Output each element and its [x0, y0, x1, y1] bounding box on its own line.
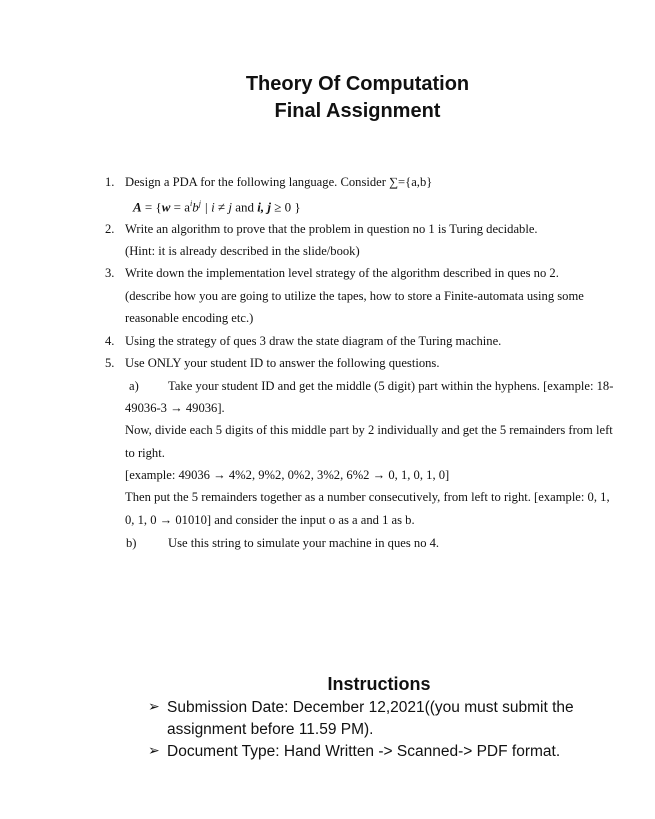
question-2-text: Write an algorithm to prove that the problem in question no 1 is Turing decidable.: [125, 222, 538, 236]
question-2-number: 2.: [105, 222, 115, 236]
subquestion-a-line-6: Then put the 5 remainders together as a number consecutively, from left to right. [example: 0, 1,: [125, 490, 610, 504]
subquestion-a-line-2: 49036-3 → 49036].: [125, 401, 225, 415]
bullet-arrow-icon: ➢: [148, 744, 160, 759]
instruction-submission-date: Submission Date: December 12,2021((you must submit the: [167, 699, 574, 716]
subquestion-a-label: a): [129, 379, 139, 393]
subquestion-a-line-1: Take your student ID and get the middle (5 digit) part within the hyphens. [example: 18-: [168, 379, 614, 393]
question-3-detail-1: (describe how you are going to utilize the tapes, how to store a Finite-automata using some: [125, 289, 584, 303]
instruction-submission-date-cont: assignment before 11.59 PM).: [167, 721, 374, 738]
question-2-hint: (Hint: it is already described in the slide/book): [125, 244, 360, 258]
instructions-heading: Instructions: [327, 674, 431, 694]
document-title: Theory Of Computation: [245, 73, 470, 95]
question-1-number: 1.: [105, 175, 115, 189]
instruction-document-type: Document Type: Hand Written -> Scanned-> PDF format.: [167, 743, 561, 760]
question-4-text: Using the strategy of ques 3 draw the state diagram of the Turing machine.: [125, 334, 502, 348]
document-subtitle: Final Assignment: [274, 100, 441, 122]
question-3-number: 3.: [105, 266, 115, 280]
question-3-detail-2: reasonable encoding etc.): [125, 311, 254, 325]
question-5-number: 5.: [105, 356, 115, 370]
language-definition: $A = \{w = a^ib^j$ | i ≠ j and i, j ≥ 0 }: [133, 199, 301, 215]
subquestion-b-text: Use this string to simulate your machine in ques no 4.: [168, 536, 440, 550]
subquestion-b-label: b): [126, 536, 137, 550]
bullet-arrow-icon: ➢: [148, 700, 160, 715]
subquestion-a-line-5: [example: 49036 → 4%2, 9%2, 0%2, 3%2, 6%2 → 0, 1, 0, 1, 0]: [125, 468, 450, 482]
question-3-text: Write down the implementation level strategy of the algorithm described in ques no 2.: [125, 266, 559, 280]
question-1-text: Design a PDA for the following language. Consider ∑={a,b}: [125, 175, 433, 189]
question-4-number: 4.: [105, 334, 115, 348]
subquestion-a-line-3: Now, divide each 5 digits of this middle part by 2 individually and get the 5 remainders from left: [125, 423, 613, 437]
subquestion-a-line-4: to right.: [125, 446, 165, 460]
subquestion-a-line-7: 0, 1, 0 → 01010] and consider the input o as a and 1 as b.: [125, 513, 415, 527]
question-5-text: Use ONLY your student ID to answer the following questions.: [125, 356, 440, 370]
